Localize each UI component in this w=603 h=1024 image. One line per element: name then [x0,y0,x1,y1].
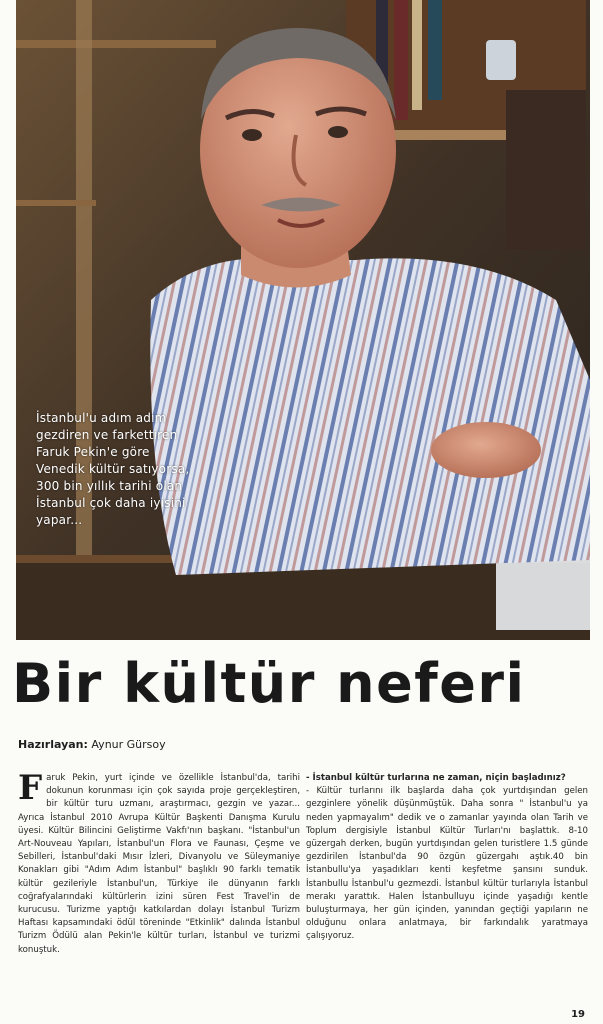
interview-question: - İstanbul kültür turlarına ne zaman, niçin başladınız? [306,773,566,783]
page-number: 19 [571,1009,585,1020]
portrait-illustration [16,0,590,640]
article-headline: Bir kültür neferi [12,652,526,715]
body-column-right [306,772,588,944]
interview-answer: - Kültür turlarını ilk başlarda daha çok yurtdışından gelen gezginlere yönelik düşünmüştük. Daha sonra " İstanbul'u ya neden yapmayalım" dedik ve o zamanlar yayında olan Tarih ve Toplum dergisiyle İstanbul Kültür Turları'nı başlattık. 8-10 güzergah derken, bugün yurtdışından gelen turistlere 1.5 günde gezdirilen İstanbul'da 90 özgün güzergahı aştık.40 bin İstanbullu'ya yaşadıkları kenti keşfetme şansını sunduk. İstanbullu İstanbul'u gezmezdi. İstanbul kültür turlarıyla İstanbul merakı yarattık. Halen İstanbulluyu içinde yaşadığı kentle buluşturmaya, her gün içinden, yanından geçtiği yapıların ne olduğunu onlara anlatmaya, bir farkındalık yaratmaya çalışıyoruz. [306,786,588,942]
portrait-photo [16,0,590,640]
byline [18,738,166,752]
byline-author: Aynur Gürsoy [91,738,166,751]
body-column-left [18,768,300,957]
drop-cap: F [18,768,43,808]
intro-paragraph: aruk Pekin, yurt içinde ve özellikle İstanbul'da, tarihi dokunun korunması için çok sayıda proje gerçekleştiren, bir kültür turu uzmanı, araştırmacı, gezgin ve yazar... Ayrıca İstanbul 2010 Avrupa Kültür Başkenti Danışma Kurulu üyesi. Kültür Bilincini Geliştirme Vakfı'nın başkanı. "İstanbul'un Art-Nouveau Yapıları, İstanbul'un Flora ve Faunası, Çeşme ve Sebilleri, İstanbul'daki Mısır İzleri, Divanyolu ve Süleymaniye Konakları gibi "Adım Adım İstanbul" başlıklı 90 farklı tematik kültür gezileriyle İstanbul'un, Türkiye ile dünyanın farklı coğrafyalarındaki kültürlerin izini süren Fest Travel'in de kurucusu. Turizme yaptığı katkılardan dolayı İstanbul Turizm Haftası kapsamındaki ödül töreninde "Etkinlik" dalında İstanbul Turizm Ödülü alan Pekin'le kültür turları, İstanbul ve turizmi konuştuk. [18,773,300,955]
photo-caption: İstanbul'u adım adım gezdiren ve farkettiren Faruk Pekin'e göre Venedik kültür satıyorsa, 300 bin yıllık tarihi olan İstanbul çok daha iyisini yapar... [36,411,190,527]
byline-label: Hazırlayan: [18,738,88,751]
